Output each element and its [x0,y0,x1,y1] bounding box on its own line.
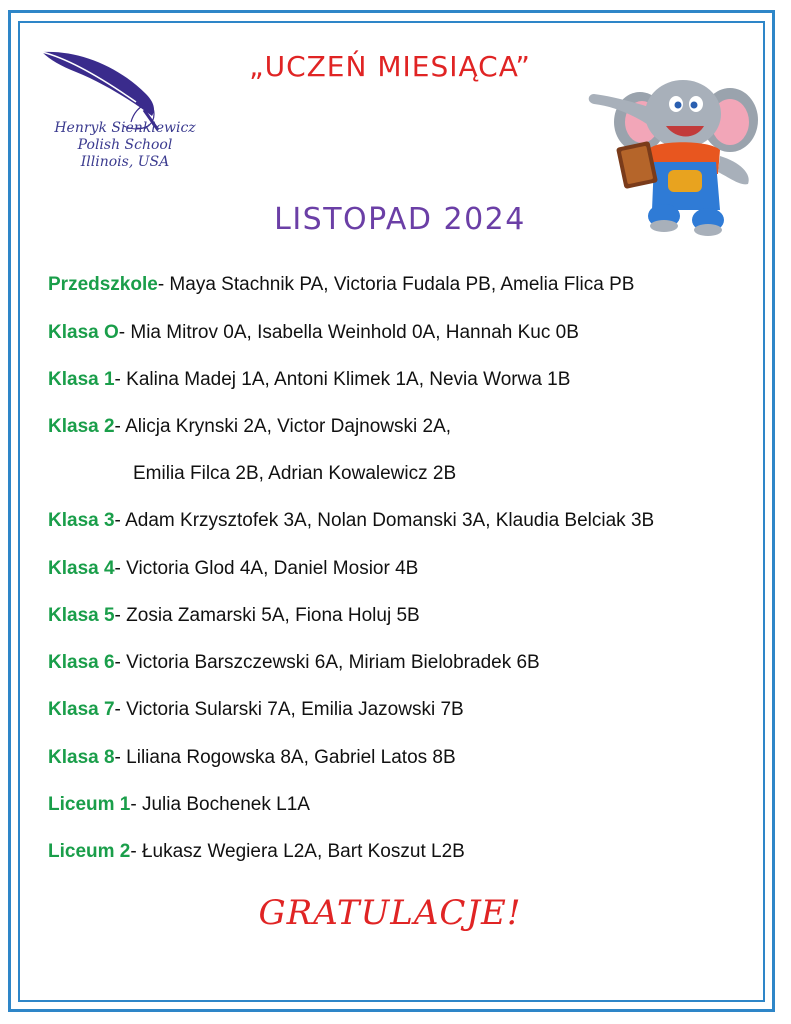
list-item [48,605,420,627]
list-item [48,416,451,438]
list-item [48,841,465,863]
student-names: - Adam Krzysztofek 3A, Nolan Domanski 3A, Klaudia Belciak 3B [114,510,655,531]
month-heading: LISTOPAD 2024 [274,202,526,237]
class-label: Klasa 2 [48,416,115,437]
student-names: - Victoria Sularski 7A, Emilia Jazowski 7B [114,699,464,720]
congratulations-text: GRATULACJE! [258,893,522,933]
student-names: Emilia Filca 2B, Adrian Kowalewicz 2B [133,463,457,484]
class-label: Klasa O [48,322,119,343]
class-label: Przedszkole [48,274,158,295]
list-item [48,369,570,391]
student-names: - Victoria Barszczewski 6A, Miriam Bielobradek 6B [114,652,540,673]
quill-pen-icon [36,44,216,194]
class-label: Klasa 6 [48,652,115,673]
list-item [48,794,310,816]
class-label: Liceum 1 [48,794,131,815]
student-names: - Victoria Glod 4A, Daniel Mosior 4B [114,558,419,579]
school-logo-text [30,120,220,171]
student-names: - Maya Stachnik PA, Victoria Fudala PB, Amelia Flica PB [157,274,635,295]
class-label: Klasa 3 [48,510,115,531]
logo-line-2: Polish School [77,137,173,153]
list-item [48,274,634,296]
student-names: - Liliana Rogowska 8A, Gabriel Latos 8B [114,747,456,768]
class-label: Klasa 7 [48,699,115,720]
class-label: Klasa 4 [48,558,115,579]
list-item [48,322,579,344]
elephant-with-books-icon [580,70,770,240]
class-label: Klasa 5 [48,605,115,626]
student-names: - Alicja Krynski 2A, Victor Dajnowski 2A, [114,416,452,437]
class-label: Klasa 1 [48,369,115,390]
student-names: - Łukasz Wegiera L2A, Bart Koszut L2B [130,841,465,862]
list-item [133,463,456,485]
list-item [48,699,464,721]
list-item [48,747,456,769]
class-label: Liceum 2 [48,841,131,862]
class-label: Klasa 8 [48,747,115,768]
student-names: - Zosia Zamarski 5A, Fiona Holuj 5B [114,605,420,626]
student-names: - Julia Bochenek L1A [130,794,310,815]
student-names: - Mia Mitrov 0A, Isabella Weinhold 0A, Hannah Kuc 0B [118,322,579,343]
student-names: - Kalina Madej 1A, Antoni Klimek 1A, Nevia Worwa 1B [114,369,571,390]
list-item [48,510,654,532]
list-item [48,558,418,580]
logo-line-1: Henryk Sienkiewicz [54,120,196,136]
page-title: „UCZEŃ MIESIĄCA” [249,50,531,83]
logo-line-3: Illinois, USA [80,154,170,170]
list-item [48,652,540,674]
